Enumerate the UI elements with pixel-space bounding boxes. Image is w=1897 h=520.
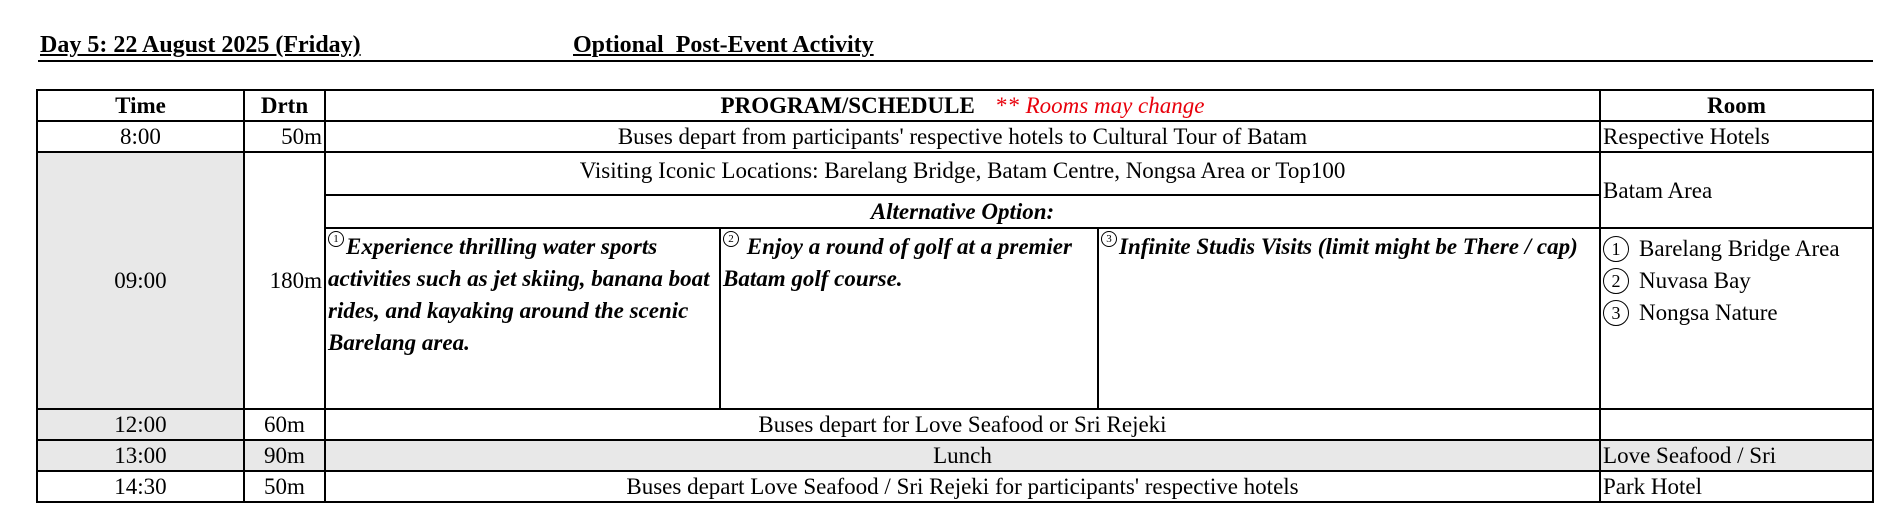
location-name: Nuvasa Bay xyxy=(1639,268,1751,293)
option-text: Experience thrilling water sports activities such as jet skiing, banana boat rides, and kayaking around the scenic Barelang area. xyxy=(328,234,710,355)
rooms-change-note xyxy=(995,93,1205,118)
day-title: Day 5: 22 August 2025 (Friday) xyxy=(40,32,361,58)
location-number-badge: 2 xyxy=(1603,268,1629,294)
schedule-table xyxy=(36,89,1874,503)
program-cell: Lunch xyxy=(325,440,1600,471)
option-number-badge: 1 xyxy=(328,231,344,247)
option-number-badge: 2 xyxy=(723,231,739,247)
program-cell: Buses depart Love Seafood / Sri Rejeki for participants' respective hotels xyxy=(325,471,1600,502)
program-cell: Buses depart from participants' respective hotels to Cultural Tour of Batam xyxy=(325,121,1600,152)
location-list xyxy=(1600,228,1873,409)
table-row xyxy=(37,409,1873,440)
alternative-option-label: Alternative Option: xyxy=(325,195,1600,228)
duration-cell: 180m xyxy=(244,152,325,409)
table-row xyxy=(37,471,1873,502)
room-cell: Respective Hotels xyxy=(1600,121,1873,152)
room-cell: Park Hotel xyxy=(1600,471,1873,502)
duration-cell: 90m xyxy=(244,440,325,471)
option-text: Enjoy a round of golf at a premier Batam golf course. xyxy=(723,234,1072,291)
duration-cell: 60m xyxy=(244,409,325,440)
room-cell xyxy=(1600,409,1873,440)
room-cell: Batam Area xyxy=(1600,152,1873,228)
location-item xyxy=(1603,297,1870,329)
note-stars: ** xyxy=(994,93,1020,118)
time-cell: 8:00 xyxy=(37,121,244,152)
time-cell: 14:30 xyxy=(37,471,244,502)
header-program-label: PROGRAM/SCHEDULE xyxy=(720,93,975,118)
time-cell: 13:00 xyxy=(37,440,244,471)
option-studio-visit xyxy=(1098,228,1600,409)
duration-cell: 50m xyxy=(244,121,325,152)
time-cell: 09:00 xyxy=(37,152,244,409)
header-duration: Drtn xyxy=(244,90,325,121)
location-name: Barelang Bridge Area xyxy=(1639,236,1840,261)
note-text: Rooms may change xyxy=(1025,93,1205,118)
time-cell: 12:00 xyxy=(37,409,244,440)
location-number-badge: 1 xyxy=(1603,236,1629,262)
table-header-row xyxy=(37,90,1873,121)
program-cell: Visiting Iconic Locations: Barelang Bridge, Batam Centre, Nongsa Area or Top100 xyxy=(325,152,1600,195)
day-header xyxy=(38,30,1873,62)
location-number-badge: 3 xyxy=(1603,300,1629,326)
option-golf xyxy=(720,228,1098,409)
table-row xyxy=(37,121,1873,152)
activity-title: Optional Post-Event Activity xyxy=(573,32,874,58)
option-text: Infinite Studis Visits (limit might be There / cap) xyxy=(1119,234,1578,259)
location-item xyxy=(1603,265,1870,297)
duration-cell: 50m xyxy=(244,471,325,502)
location-item xyxy=(1603,233,1870,265)
header-room: Room xyxy=(1600,90,1873,121)
option-number-badge: 3 xyxy=(1101,231,1117,247)
header-program xyxy=(325,90,1600,121)
header-time: Time xyxy=(37,90,244,121)
program-cell: Buses depart for Love Seafood or Sri Rejeki xyxy=(325,409,1600,440)
table-row xyxy=(37,152,1873,195)
option-water-sports xyxy=(325,228,720,409)
location-name: Nongsa Nature xyxy=(1639,300,1778,325)
room-cell: Love Seafood / Sri xyxy=(1600,440,1873,471)
table-row xyxy=(37,440,1873,471)
